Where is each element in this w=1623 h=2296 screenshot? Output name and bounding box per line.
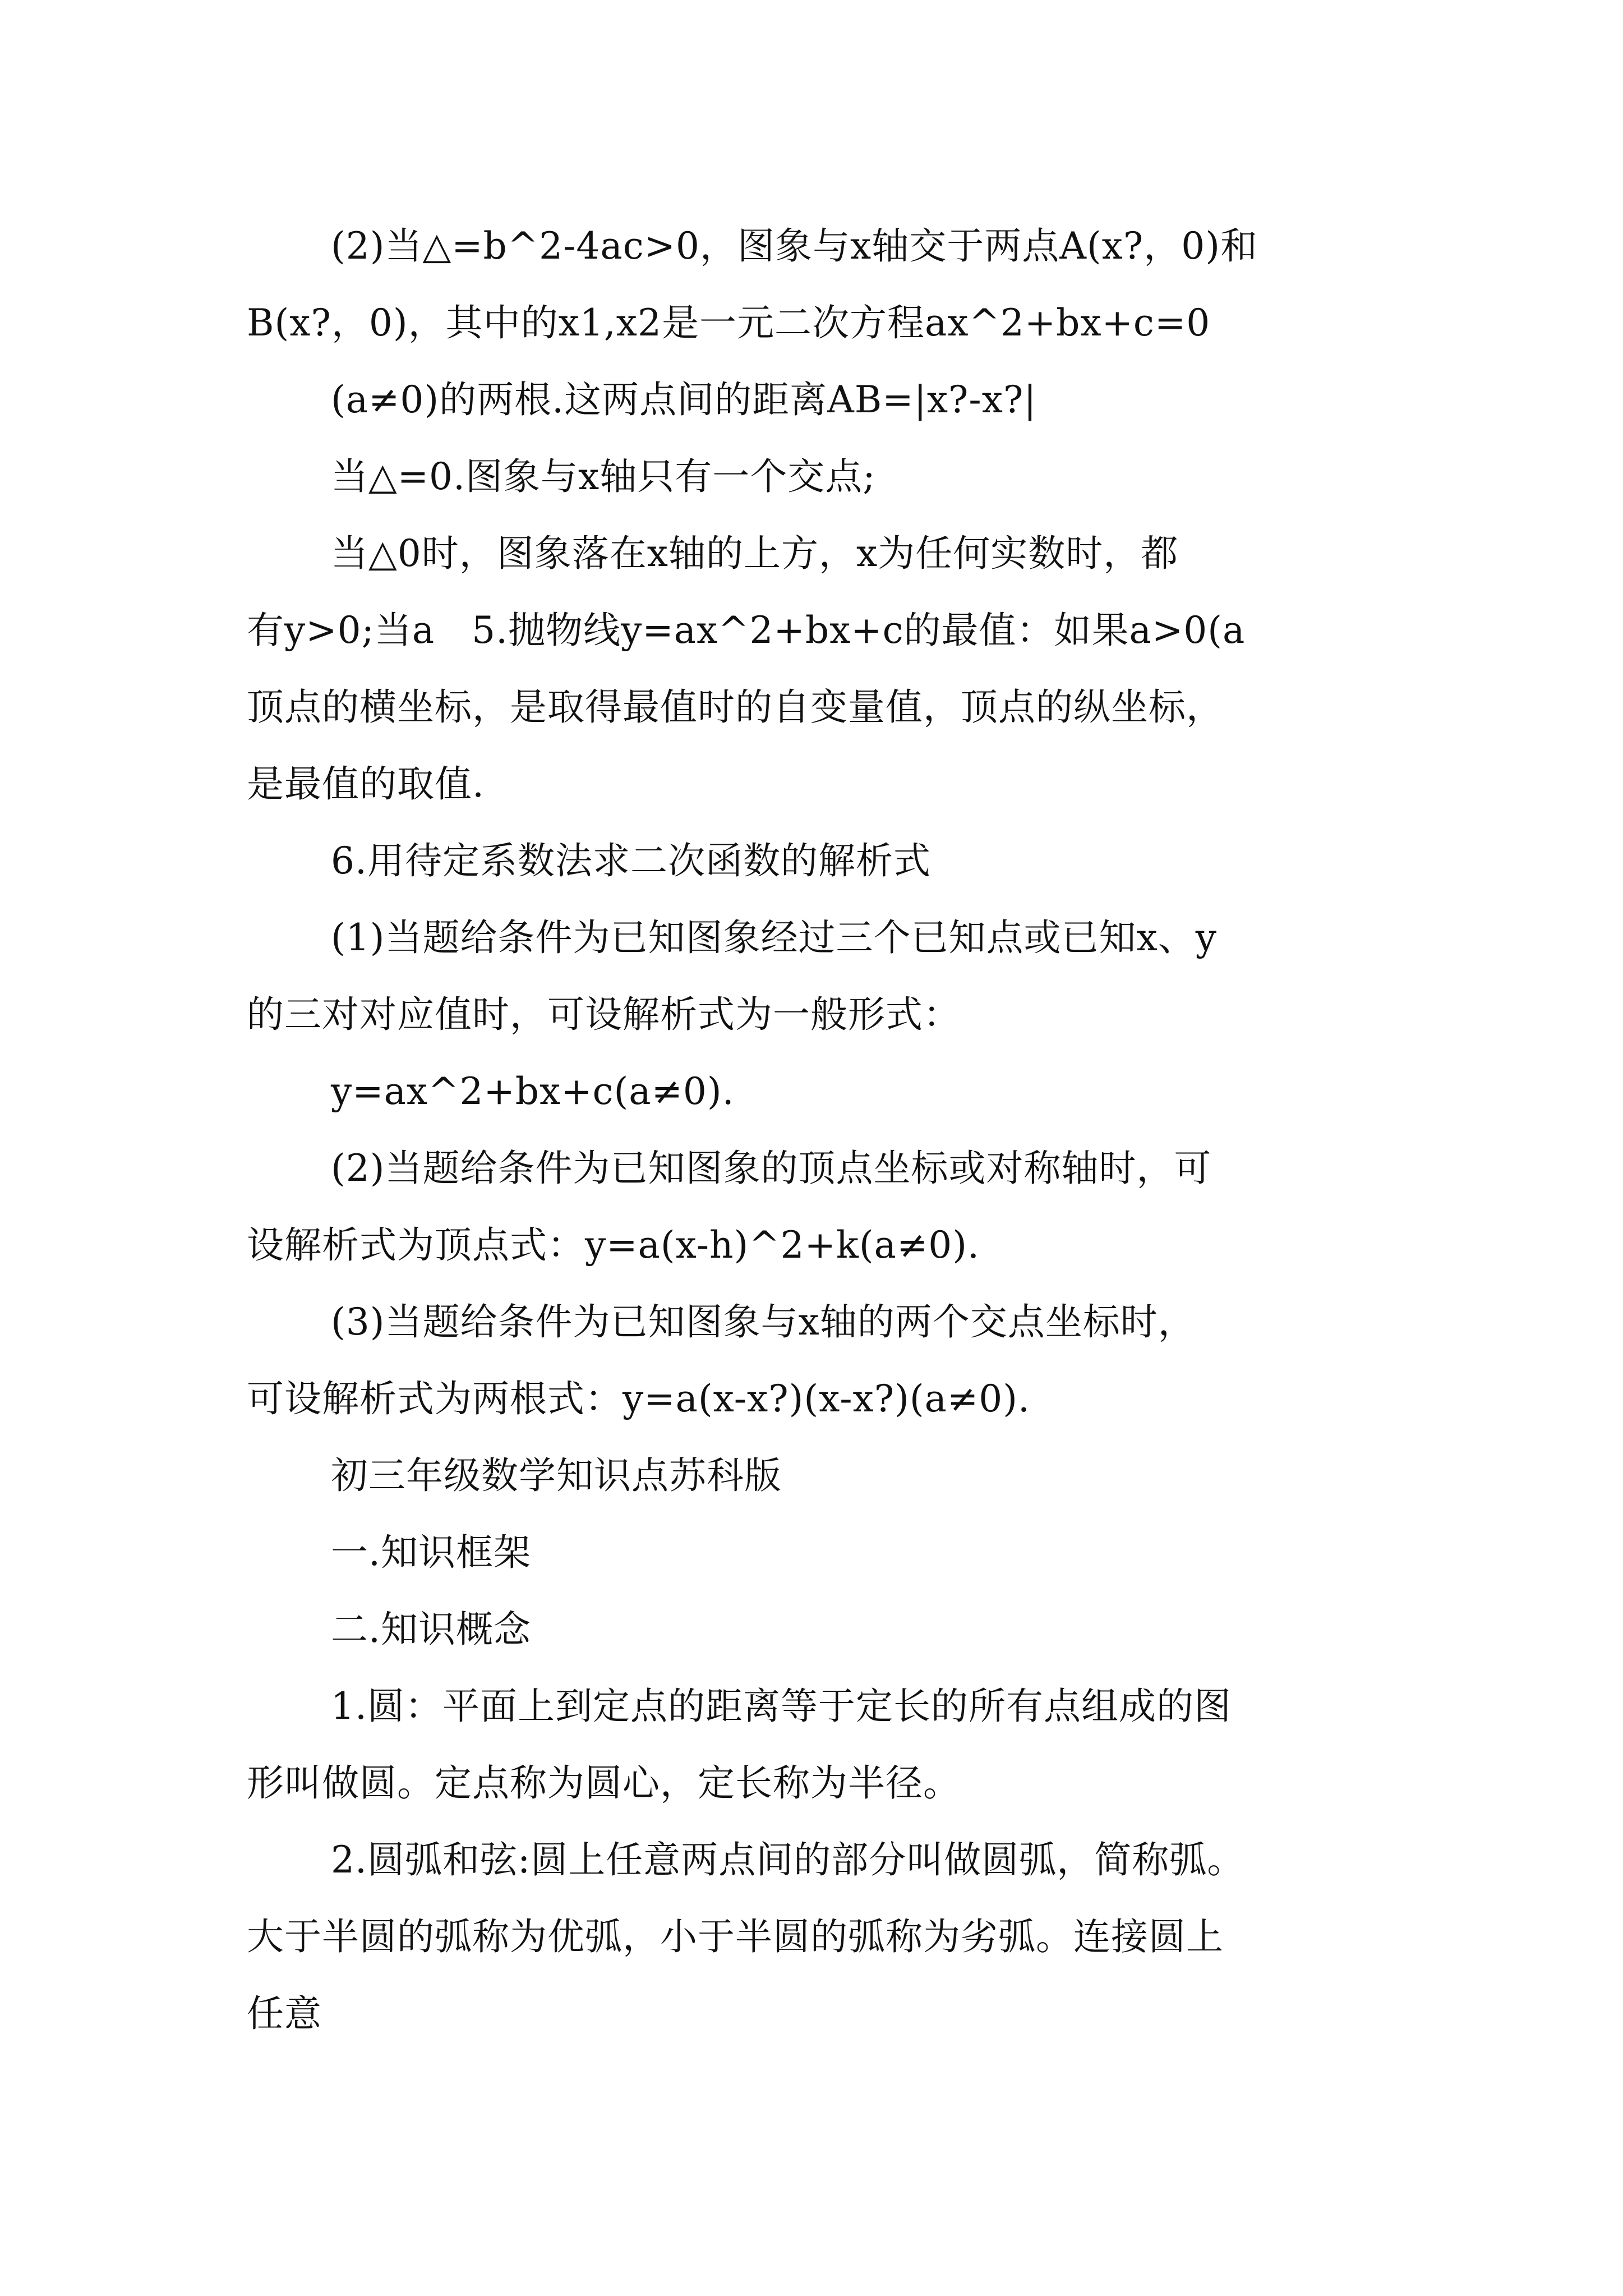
text-line: 大于半圆的弧称为优弧，小于半圆的弧称为劣弧。连接圆上 [247,1915,1224,1958]
document-body [247,208,1402,2052]
text-line: (a≠0)的两根.这两点间的距离AB=|x?-x?| [331,378,1037,421]
text-line: 有y>0;当a 5.抛物线y=ax^2+bx+c的最值：如果a>0(a [247,609,1246,652]
text-line: 是最值的取值. [247,762,485,806]
text-line: B(x?，0)，其中的x1,x2是一元二次方程ax^2+bx+c=0 [247,301,1211,344]
text-line: (2)当题给条件为已知图象的顶点坐标或对称轴时，可 [331,1147,1212,1190]
text-line: 2.圆弧和弦:圆上任意两点间的部分叫做圆弧，简称弧。 [331,1838,1245,1881]
text-line: (2)当△=b^2-4ac>0，图象与x轴交于两点A(x?，0)和 [331,224,1258,268]
text-line: 6.用待定系数法求二次函数的解析式 [331,839,931,882]
text-line: 形叫做圆。定点称为圆心，定长称为半径。 [247,1761,961,1805]
text-line: (1)当题给条件为已知图象经过三个已知点或已知x、y [331,916,1217,959]
section-heading: 初三年级数学知识点苏科版 [331,1454,782,1497]
section-heading: 二.知识概念 [331,1608,531,1651]
text-line: 当△0时，图象落在x轴的上方，x为任何实数时，都 [331,532,1179,575]
text-line: 当△=0.图象与x轴只有一个交点; [331,455,876,498]
text-line: y=ax^2+bx+c(a≠0). [331,1070,735,1113]
text-line: 顶点的横坐标，是取得最值时的自变量值，顶点的纵坐标， [247,685,1224,729]
text-line: 可设解析式为两根式：y=a(x-x?)(x-x?)(a≠0). [247,1377,1030,1420]
text-line: 任意 [247,1992,322,2035]
text-line: 的三对对应值时，可设解析式为一般形式： [247,993,961,1036]
section-heading: 一.知识框架 [331,1531,531,1574]
text-line: (3)当题给条件为已知图象与x轴的两个交点坐标时， [331,1300,1196,1343]
text-line: 设解析式为顶点式：y=a(x-h)^2+k(a≠0). [247,1223,980,1267]
text-line: 1.圆：平面上到定点的距离等于定长的所有点组成的图 [331,1685,1232,1728]
